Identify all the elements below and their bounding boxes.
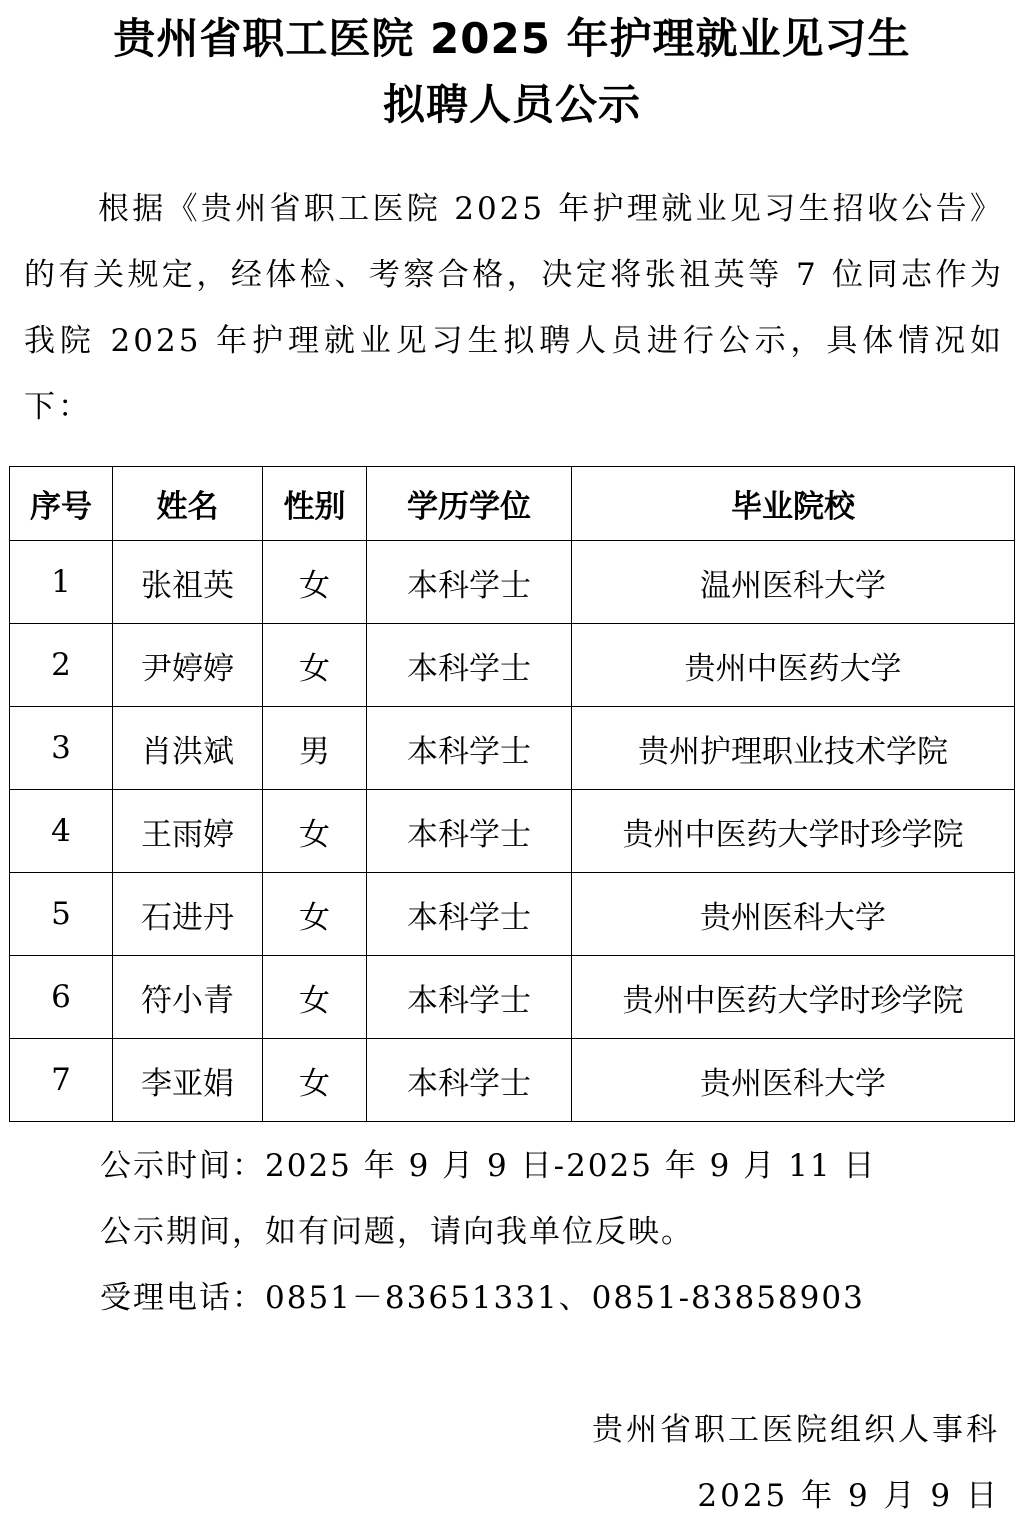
cell-number: 1 <box>10 541 113 624</box>
cell-degree: 本科学士 <box>367 790 572 873</box>
cell-school: 温州医科大学 <box>572 541 1015 624</box>
table-row <box>10 790 1015 873</box>
cell-gender: 女 <box>263 1039 367 1122</box>
header-degree: 学历学位 <box>367 467 572 541</box>
candidate-table <box>9 466 1015 1122</box>
header-school: 毕业院校 <box>572 467 1015 541</box>
cell-gender: 女 <box>263 956 367 1039</box>
notice-feedback-note: 公示期间，如有问题，请向我单位反映。 <box>100 1214 694 1250</box>
cell-gender: 女 <box>263 873 367 956</box>
cell-school: 贵州中医药大学时珍学院 <box>572 956 1015 1039</box>
cell-number: 4 <box>10 790 113 873</box>
intro-paragraph: 根据《贵州省职工医院 2025 年护理就业见习生招收公告》的有关规定，经体检、考察合格，决定将张祖英等 7 位同志作为我院 2025 年护理就业见习生拟聘人员进行公示，具体情况如下： <box>24 191 1004 425</box>
table-row <box>10 956 1015 1039</box>
cell-gender: 男 <box>263 707 367 790</box>
cell-school: 贵州护理职业技术学院 <box>572 707 1015 790</box>
header-number: 序号 <box>10 467 113 541</box>
cell-name: 石进丹 <box>113 873 263 956</box>
cell-name: 尹婷婷 <box>113 624 263 707</box>
cell-school: 贵州医科大学 <box>572 873 1015 956</box>
signature-organization: 贵州省职工医院组织人事科 <box>592 1412 1000 1448</box>
cell-degree: 本科学士 <box>367 956 572 1039</box>
table-header-row <box>10 467 1015 541</box>
cell-degree: 本科学士 <box>367 707 572 790</box>
cell-gender: 女 <box>263 541 367 624</box>
table-row <box>10 873 1015 956</box>
cell-name: 李亚娟 <box>113 1039 263 1122</box>
header-name: 姓名 <box>113 467 263 541</box>
cell-number: 7 <box>10 1039 113 1122</box>
cell-degree: 本科学士 <box>367 541 572 624</box>
signature-date: 2025 年 9 月 9 日 <box>697 1478 1000 1514</box>
cell-name: 肖洪斌 <box>113 707 263 790</box>
cell-number: 3 <box>10 707 113 790</box>
notice-period: 公示时间：2025 年 9 月 9 日-2025 年 9 月 11 日 <box>100 1148 877 1184</box>
cell-number: 5 <box>10 873 113 956</box>
cell-number: 6 <box>10 956 113 1039</box>
cell-name: 王雨婷 <box>113 790 263 873</box>
cell-degree: 本科学士 <box>367 1039 572 1122</box>
document-title-line1: 贵州省职工医院 2025 年护理就业见习生 <box>113 14 911 63</box>
cell-gender: 女 <box>263 624 367 707</box>
table-row <box>10 541 1015 624</box>
table-row <box>10 707 1015 790</box>
table-row <box>10 624 1015 707</box>
cell-degree: 本科学士 <box>367 624 572 707</box>
cell-degree: 本科学士 <box>367 873 572 956</box>
cell-school: 贵州医科大学 <box>572 1039 1015 1122</box>
contact-phone: 受理电话：0851－83651331、0851-83858903 <box>100 1280 865 1316</box>
cell-gender: 女 <box>263 790 367 873</box>
cell-number: 2 <box>10 624 113 707</box>
cell-school: 贵州中医药大学时珍学院 <box>572 790 1015 873</box>
cell-name: 符小青 <box>113 956 263 1039</box>
header-gender: 性别 <box>263 467 367 541</box>
cell-school: 贵州中医药大学 <box>572 624 1015 707</box>
document-title-line2: 拟聘人员公示 <box>382 80 641 129</box>
table-row <box>10 1039 1015 1122</box>
cell-name: 张祖英 <box>113 541 263 624</box>
